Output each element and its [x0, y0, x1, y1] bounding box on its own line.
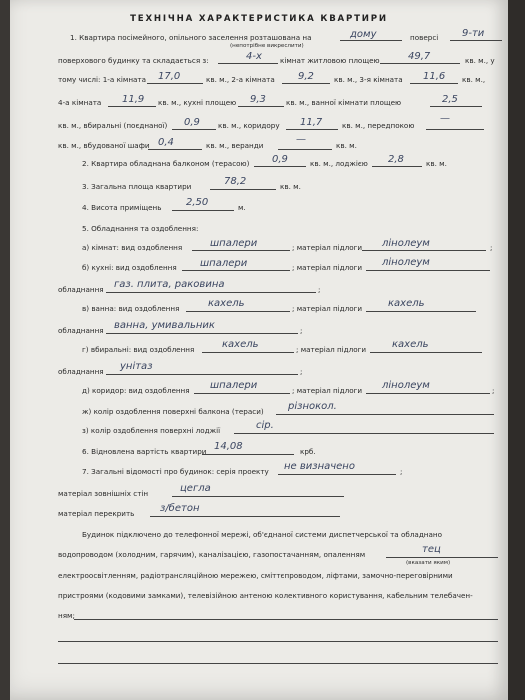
room3-area-line	[410, 83, 458, 84]
item4-text: 4. Висота приміщень	[82, 203, 162, 212]
toilet-equipment-value: унітаз	[120, 361, 153, 372]
utilities-line1: Будинок підключено до телефонної мережі, об'єднаної системи диспетчерської та обладнано	[82, 530, 442, 539]
room4-area-line	[108, 106, 156, 107]
walls-material-line	[172, 496, 344, 497]
corridor-label: кв. м., коридору	[218, 121, 280, 130]
bath-equipment-value: ванна, умивальник	[114, 320, 215, 331]
toilet-finish-line	[202, 352, 294, 353]
corridor-area-value: 11,7	[300, 117, 323, 128]
loggia-unit: кв. м.	[426, 159, 447, 168]
loggia-area-value: 2,8	[388, 154, 404, 165]
toilet-equipment-line	[106, 374, 298, 375]
closet-label: кв. м., вбудованої шафи	[58, 141, 150, 150]
total-area-line	[210, 189, 276, 190]
kitchen-finish-label: б) кухні: вид оздоблення	[82, 263, 177, 272]
toilet-area-line	[172, 129, 216, 130]
item1-line1-text: 1. Квартира посімейного, опільного заселення розташована на	[70, 33, 312, 42]
veranda-label: кв. м., веранди	[206, 141, 264, 150]
blank-line-1	[58, 641, 498, 642]
walls-material-label: матеріал зовнішніх стін	[58, 489, 149, 498]
hallway-area-line	[426, 129, 484, 130]
item1-rooms-line	[218, 63, 278, 64]
ceiling-height-value: 2,50	[186, 197, 209, 208]
item1-floor-line	[340, 40, 402, 41]
item1-living-area-line	[380, 63, 460, 64]
hallway-area-value: —	[440, 113, 450, 124]
rooms-floor-value: лінолеум	[382, 238, 430, 249]
item1-note: (непотрібне викреслити)	[230, 43, 304, 49]
bathroom-area-line	[430, 106, 482, 107]
item1-living-area-value: 49,7	[408, 51, 431, 62]
walls-material-value: цегла	[180, 483, 211, 494]
bath-finish-line	[186, 311, 290, 312]
item2-text: 2. Квартира обладнана балконом (терасою)	[82, 159, 250, 168]
kitchen-equipment-end: ;	[318, 285, 321, 294]
ceiling-height-unit: м.	[238, 203, 246, 212]
floors-material-value: з/бетон	[160, 503, 200, 514]
loggia-color-line	[234, 433, 494, 434]
total-area-unit: кв. м.	[280, 182, 301, 191]
rooms-floor-line	[362, 250, 486, 251]
corridor-floor-label: ; матеріал підлоги	[292, 386, 363, 395]
kitchen-floor-line	[366, 270, 490, 271]
closet-area-value: 0,4	[158, 137, 174, 148]
toilet-floor-label: ; матеріал підлоги	[296, 345, 367, 354]
bathroom-area-value: 2,5	[442, 94, 458, 105]
utilities-line2: водопроводом (холодним, гарячим), каналізацією, газопостачанням, опаленням	[58, 550, 366, 559]
corridor-floor-value: лінолеум	[382, 380, 430, 391]
veranda-unit: кв. м.	[336, 141, 357, 150]
kitchen-finish-value: шпалери	[200, 258, 248, 269]
room3-label: кв. м., 3-я кімната	[334, 75, 403, 84]
bathroom-label: кв. м., ванної кімнати площею	[286, 98, 402, 107]
balcony-color-label: ж) колір оздоблення поверхні балкона (тераси)	[82, 407, 264, 416]
kitchen-equipment-label: обладнання	[58, 285, 104, 294]
restored-cost-unit: крб.	[300, 447, 316, 456]
balcony-color-value: різнокол.	[288, 401, 337, 412]
item3-text: 3. Загальна площа квартири	[82, 182, 192, 191]
bath-floor-label: ; матеріал підлоги	[292, 304, 363, 313]
toilet-finish-label: г) вбиральні: вид оздоблення	[82, 345, 195, 354]
balcony-color-line	[276, 414, 494, 415]
corridor-finish-label: д) коридор: вид оздоблення	[82, 386, 190, 395]
veranda-area-line	[278, 149, 332, 150]
utilities-line5: ням;	[58, 611, 75, 620]
room1-area-value: 17,0	[158, 71, 181, 82]
bath-floor-value: кахель	[388, 298, 425, 309]
closet-area-line	[148, 149, 202, 150]
floors-material-line	[150, 516, 340, 517]
heating-type-line	[386, 557, 498, 558]
loggia-color-value: сір.	[256, 420, 274, 431]
item1-storeys-value: 9-ти	[462, 28, 485, 39]
bath-equipment-label: обладнання	[58, 326, 104, 335]
loggia-color-label: з) колір оздоблення поверхні лоджії	[82, 426, 221, 435]
room3-unit: кв. м.,	[462, 75, 486, 84]
room4-area-value: 11,9	[122, 94, 145, 105]
kitchen-equipment-line	[106, 292, 316, 293]
rooms-finish-label: а) кімнат: вид оздоблення	[82, 243, 183, 252]
balcony-area-value: 0,9	[272, 154, 288, 165]
toilet-equipment-end: ;	[300, 367, 303, 376]
corridor-area-line	[286, 129, 338, 130]
item1-living-label: кімнат житловою площею	[280, 56, 380, 65]
toilet-floor-value: кахель	[392, 339, 429, 350]
bath-finish-label: в) ванна: вид оздоблення	[82, 304, 180, 313]
corridor-floor-line	[366, 393, 490, 394]
project-series-end: ;	[400, 467, 403, 476]
kitchen-floor-value: лінолеум	[382, 257, 430, 268]
utilities-line5-blank	[74, 619, 498, 620]
kitchen-equipment-value: газ. плита, раковина	[114, 279, 225, 290]
kitchen-area-value: 9,3	[250, 94, 266, 105]
utilities-line4: пристроями (кодовими замками), телевізійною антеною колективного користування, кабельним телебачен-	[58, 591, 473, 600]
hallway-label: кв. м., передпокою	[342, 121, 415, 130]
rooms-finish-value: шпалери	[210, 238, 258, 249]
heating-type-value: тец	[422, 544, 441, 555]
balcony-area-line	[254, 166, 306, 167]
bath-finish-value: кахель	[208, 298, 245, 309]
toilet-floor-line	[370, 352, 482, 353]
item1-line3-text: тому числі: 1-а кімната	[58, 75, 147, 84]
bath-equipment-end: ;	[300, 326, 303, 335]
room2-area-line	[282, 83, 330, 84]
toilet-finish-value: кахель	[222, 339, 259, 350]
corridor-finish-line	[194, 393, 290, 394]
item7-text: 7. Загальні відомості про будинок: серія проекту	[82, 467, 269, 476]
item1-floor-label: поверсі	[410, 33, 439, 42]
bath-floor-line	[366, 311, 476, 312]
veranda-area-value: —	[296, 134, 306, 145]
corridor-finish-value: шпалери	[210, 380, 258, 391]
kitchen-floor-label: ; матеріал підлоги	[292, 263, 363, 272]
toilet-area-value: 0,9	[184, 117, 200, 128]
corridor-end: ;	[492, 386, 495, 395]
room2-label: кв. м., 2-а кімната	[206, 75, 275, 84]
item1-floor-value: дому	[350, 29, 377, 40]
document-sheet	[10, 0, 508, 700]
room1-area-line	[147, 83, 203, 84]
blank-line-2	[58, 663, 498, 664]
kitchen-finish-line	[182, 270, 290, 271]
document-title: ТЕХНІЧНА ХАРАКТЕРИСТИКА КВАРТИРИ	[130, 14, 388, 24]
kitchen-label: кв. м., кухні площею	[158, 98, 237, 107]
room3-area-value: 11,6	[423, 71, 446, 82]
project-series-value: не визначено	[284, 461, 355, 472]
item5-heading: 5. Обладнання та оздоблення:	[82, 224, 199, 233]
utilities-line3: електроосвітленням, радіотрансляційною мережею, сміттєпроводом, ліфтами, замочно-переговірними	[58, 571, 453, 580]
ceiling-height-line	[172, 210, 234, 211]
rooms-finish-line	[192, 250, 290, 251]
toilet-label: кв. м., вбиральні (поєднаної)	[58, 121, 168, 130]
item1-line2-unit: кв. м., у	[465, 56, 495, 65]
total-area-value: 78,2	[224, 176, 247, 187]
room2-area-value: 9,2	[298, 71, 314, 82]
floors-material-label: матеріал перекрить	[58, 509, 135, 518]
item1-rooms-value: 4-х	[246, 51, 262, 62]
restored-cost-line	[202, 454, 294, 455]
project-series-line	[278, 474, 396, 475]
item1-line2-text: поверхового будинку та складається з:	[58, 56, 209, 65]
rooms-end: ;	[490, 243, 493, 252]
rooms-floor-label: ; матеріал підлоги	[292, 243, 363, 252]
item6-text: 6. Відновлена вартість квартири	[82, 447, 207, 456]
page-edge-shadow	[508, 0, 525, 700]
kitchen-area-line	[238, 106, 284, 107]
item1-storeys-line	[450, 40, 502, 41]
loggia-area-line	[372, 166, 422, 167]
toilet-equipment-label: обладнання	[58, 367, 104, 376]
bath-equipment-line	[106, 333, 298, 334]
restored-cost-value: 14,08	[214, 441, 243, 452]
room4-label: 4-а кімната	[58, 98, 102, 107]
loggia-label: кв. м., лоджією	[310, 159, 368, 168]
heating-type-note: (вказати яким)	[406, 560, 451, 566]
